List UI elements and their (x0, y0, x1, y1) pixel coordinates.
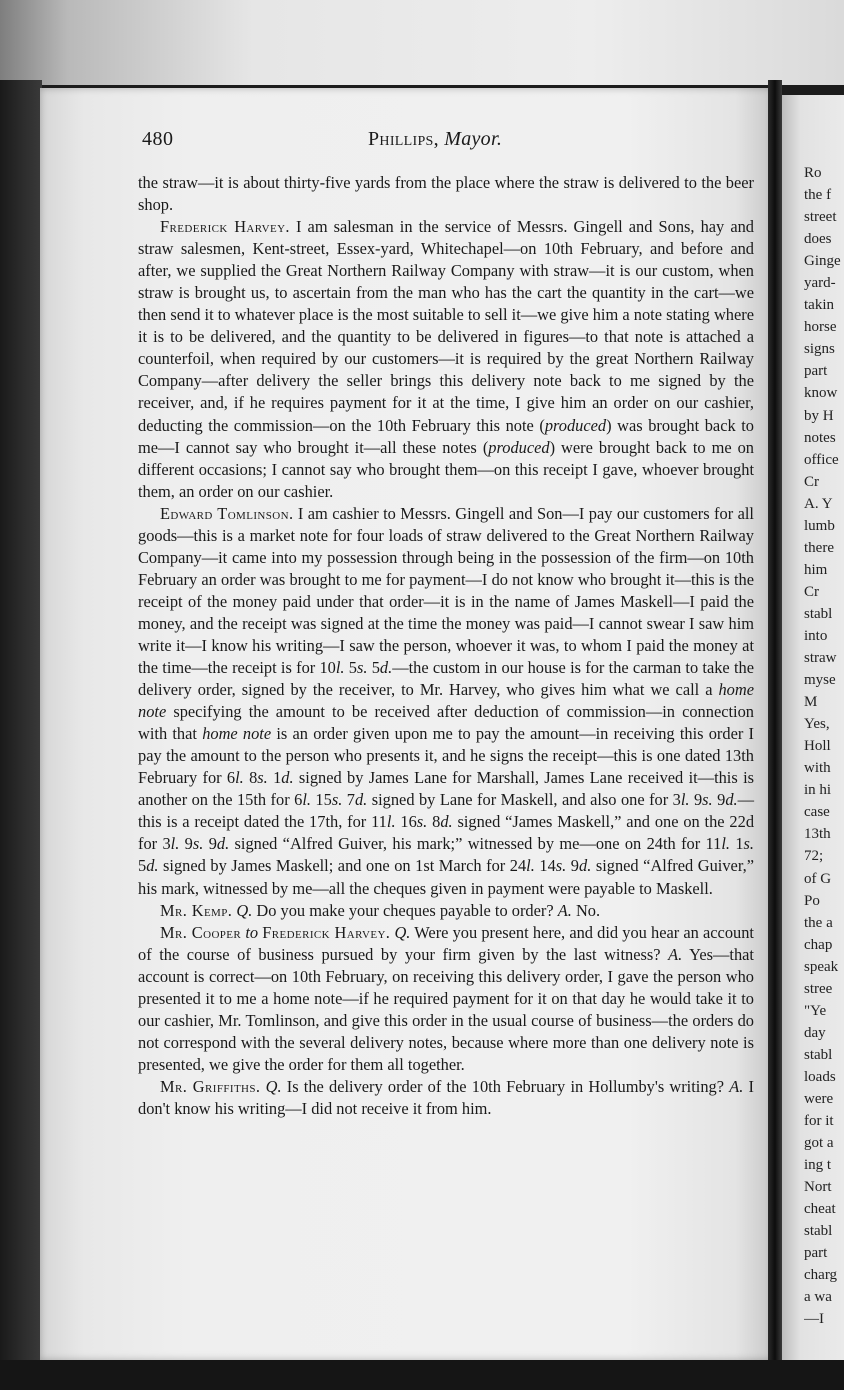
text-run: signed “James Maskell,” and one on the 22d for 3 (138, 812, 755, 854)
italic-text: s. (702, 790, 713, 810)
margin-fragment: A. Y (804, 495, 833, 512)
margin-fragment: part (804, 363, 828, 380)
text-run: 16 (395, 812, 417, 832)
text-run: —the custom in our house is for the carman to take the delivery order, signed by the receiver, to Mr. Harvey, who gives him what we call a (138, 658, 754, 700)
page-header (142, 128, 742, 154)
italic-text: s. (331, 790, 343, 810)
italic-text: d. (216, 834, 230, 854)
speaker-name: Mr. Kemp. (160, 900, 233, 920)
text-run: the straw—it is about thirty-five yards from the place where the straw is delivered to the beer shop. (138, 173, 754, 215)
text-run: signed by James Lane for Marshall, James Lane received it—this is another on the 15th for 6 (138, 768, 754, 810)
running-head (368, 128, 502, 151)
italic-text: s. (416, 812, 428, 832)
margin-fragment: "Ye (804, 1002, 827, 1019)
margin-fragment: signs (804, 341, 835, 358)
margin-fragment: M (804, 694, 818, 711)
adjacent-page-margin-text (804, 162, 844, 1330)
margin-fragment: part (804, 1245, 828, 1262)
margin-fragment: Ro (804, 165, 822, 181)
margin-fragment: were (804, 1090, 834, 1107)
italic-text: s. (257, 768, 268, 788)
italic-text: Q. (394, 922, 411, 942)
margin-fragment: speak (804, 958, 839, 975)
italic-text: d. (379, 658, 393, 678)
italic-text: l. (386, 812, 396, 832)
text-run: 9 (712, 790, 726, 810)
text-run: ) was brought back to me—I cannot say who brought it—all these notes ( (138, 415, 754, 457)
text-run: Yes—that account is correct—on 10th February, on receiving this delivery order, I gave the person who presented it to me a home note—if he required payment for it on that day he would take it to our cashier, Mr. Tomlinson, and give this order in the usual course of business—the orders do not correspond with the several delivery notes, because where more than one delivery note is presented, we give the order for them all together. (138, 944, 754, 1074)
book-gutter (768, 80, 782, 1390)
margin-fragment: a wa (804, 1289, 832, 1306)
italic-text: l. (235, 768, 244, 788)
italic-text: A. (557, 900, 572, 920)
italic-text: l. (680, 790, 690, 810)
margin-fragment: of G (804, 870, 832, 887)
italic-text: Q. (236, 900, 253, 920)
margin-fragment: Po (804, 892, 820, 909)
italic-text: produced (488, 437, 550, 457)
margin-fragment: Ginge (804, 253, 841, 270)
text-run: No. (571, 900, 601, 920)
italic-text: s. (192, 834, 204, 854)
paragraph (138, 503, 754, 900)
paragraph (138, 1076, 754, 1120)
margin-fragment: 13th (804, 826, 831, 843)
text-run: —this is a receipt dated the 17th, for 11 (138, 790, 754, 832)
text-run: I am cashier to Messrs. Gingell and Son—I pay our customers for all goods—this is a market note for four loads of straw delivered to the Great Northern Railway Company—it came into my possession through being in the possession of the firm—on 10th February an order was brought to me for payment—I do not know who brought it—this is the receipt of the money paid under that order—it is in the name of James Maskell—I paid the money, and the receipt was signed at the time the money was paid—I cannot swear I saw him write it—I know his writing—I saw the person, whoever it was, to whom I paid the money at the time—the receipt is for 10 (138, 503, 754, 678)
margin-fragment: myse (804, 672, 836, 689)
margin-fragment: case (804, 804, 830, 821)
text-run: 5 (138, 856, 147, 876)
margin-fragment: does (804, 231, 832, 248)
speaker-name: Frederick Harvey. (160, 217, 290, 237)
page-number: 480 (142, 128, 174, 150)
italic-text: d. (579, 856, 592, 876)
margin-fragment: 72; (804, 848, 824, 865)
margin-fragment: for it (804, 1113, 834, 1130)
text-run: specifying the amount to be received after deduction of commission—in connection with that (138, 702, 754, 744)
italic-text: d. (354, 790, 368, 810)
text-run: 14 (534, 856, 556, 876)
margin-fragment: stabl (804, 605, 833, 622)
margin-fragment: day (804, 1024, 826, 1041)
text-run: ) were brought back to me on different occasions; I cannot say who brought them—on this receipt I gave, whoever brought them, an order on our cashier. (138, 437, 754, 501)
italic-text: l. (302, 790, 311, 810)
testimony-text (138, 172, 754, 1120)
text-run: signed “Alfred Guiver, his mark;” witnessed by me—one on 24th for 11 (229, 834, 722, 854)
italic-text: l. (526, 856, 535, 876)
text-run: 5 (344, 658, 357, 678)
text-run: 9 (566, 856, 579, 876)
text-run: 9 (203, 834, 217, 854)
speaker-name: Mr. Cooper (160, 922, 242, 942)
italic-text: l. (721, 834, 730, 854)
italic-text: produced (544, 415, 607, 435)
margin-fragment: stree (804, 980, 833, 997)
text-run: Do you make your cheques payable to order? (252, 900, 558, 920)
italic-text: Q. (265, 1076, 282, 1096)
italic-text: d. (440, 812, 453, 832)
italic-text: l. (170, 834, 180, 854)
text-run: 1 (267, 768, 282, 788)
text-run: 1 (729, 834, 744, 854)
margin-fragment: there (804, 539, 834, 556)
text-run: Is the delivery order of the 10th February in Hollumby's writing? (281, 1076, 730, 1096)
italic-text: A. (668, 944, 683, 964)
margin-fragment: with (804, 760, 831, 777)
margin-fragment: in hi (804, 782, 832, 799)
running-head-name: Phillips, (368, 128, 439, 150)
paragraph (138, 216, 754, 503)
margin-fragment: lumb (804, 517, 835, 534)
text-run: 9 (179, 834, 193, 854)
text-run: 8 (427, 812, 441, 832)
margin-fragment: street (804, 209, 837, 226)
text-run: I am salesman in the service of Messrs. Gingell and Sons, hay and straw salesmen, Kent-street, Essex-yard, Whitechapel—on 10th February, and before and after, we supplied the Great Northern Railway Company with straw—it is our custom, when straw is brought us, to ascertain from the man who has the cart the quantity in the cart—we then send it to whatever place is the most suitable to sell it—we give him a note stating where it is to be delivered, and the quantity to be delivered in figures—to that note is attached a counterfoil, when required by our customers—it is required by the great Northern Railway Company—after delivery the seller brings this delivery note back to me signed by the receiver, and, if he requires payment for it at the time, I give him an order on our cashier, deducting the commission—on the 10th February this note ( (138, 217, 754, 435)
margin-fragment: stabl (804, 1223, 833, 1240)
margin-fragment: into (804, 627, 828, 644)
italic-text: A. (729, 1076, 744, 1096)
margin-fragment: ing t (804, 1157, 832, 1174)
margin-fragment: Holl (804, 738, 831, 755)
italic-text: d. (146, 856, 159, 876)
text-run: signed “Alfred Guiver,” his mark, witnessed by me—all the cheques given in payment were payable to Maskell. (138, 856, 754, 898)
speaker-name: Edward Tomlinson. (160, 503, 294, 523)
margin-fragment: the a (804, 914, 833, 931)
margin-fragment: loads (804, 1068, 836, 1085)
italic-text: to (245, 922, 259, 942)
text-run: I don't know his writing—I did not receive it from him. (138, 1076, 754, 1118)
margin-fragment: him (804, 561, 828, 578)
paragraph (138, 922, 754, 1076)
text-run: 15 (310, 790, 332, 810)
margin-fragment: Cr (804, 583, 819, 600)
paragraph (138, 172, 754, 216)
italic-text: s. (555, 856, 567, 876)
speaker-name: Mr. Griffiths. (160, 1076, 261, 1096)
text-run: 9 (689, 790, 703, 810)
running-head-title: Mayor. (444, 128, 503, 150)
margin-fragment: chap (804, 936, 833, 953)
margin-fragment: got a (804, 1135, 834, 1152)
margin-fragment: by H (804, 407, 834, 424)
margin-fragment: stabl (804, 1046, 833, 1063)
italic-text: d. (725, 790, 738, 810)
paragraph (138, 900, 754, 922)
background-bottom (0, 1360, 844, 1390)
margin-fragment: office (804, 451, 839, 468)
margin-fragment: takin (804, 297, 834, 314)
italic-text: l. (335, 658, 345, 678)
italic-text: home note (138, 680, 754, 722)
margin-fragment: —I (804, 1311, 824, 1328)
text-run: is an order given upon me to pay the amount—in receiving this order I pay the amount to the person who presents it, and he signs the receipt—this is one dated 13th February for 6 (138, 724, 754, 788)
margin-fragment: cheat (804, 1201, 836, 1218)
margin-fragment: know (804, 385, 838, 402)
text-run: 7 (342, 790, 355, 810)
margin-fragment: notes (804, 429, 836, 446)
italic-text: d. (281, 768, 294, 788)
margin-fragment: the f (804, 187, 832, 204)
text-run: signed by Lane for Maskell, and also one for 3 (367, 790, 681, 810)
italic-text: s. (743, 834, 754, 854)
margin-fragment: Nort (804, 1179, 832, 1196)
italic-text: home note (202, 724, 272, 744)
margin-fragment: charg (804, 1267, 838, 1284)
margin-fragment: Yes, (804, 716, 830, 733)
text-run: Were you present here, and did you hear an account of the course of business pursued by your firm given by the last witness? (138, 922, 754, 964)
text-run: 8 (243, 768, 258, 788)
margin-fragment: yard- (804, 275, 836, 292)
margin-fragment: horse (804, 319, 837, 336)
text-run: 5 (367, 658, 380, 678)
text-run: signed by James Maskell; and one on 1st March for 24 (158, 856, 527, 876)
margin-fragment: straw (804, 650, 837, 667)
italic-text: s. (356, 658, 368, 678)
background-top (0, 0, 844, 85)
book-left-edge (0, 80, 42, 1390)
speaker-name: Frederick Harvey. (262, 922, 391, 942)
margin-fragment: Cr (804, 473, 819, 490)
